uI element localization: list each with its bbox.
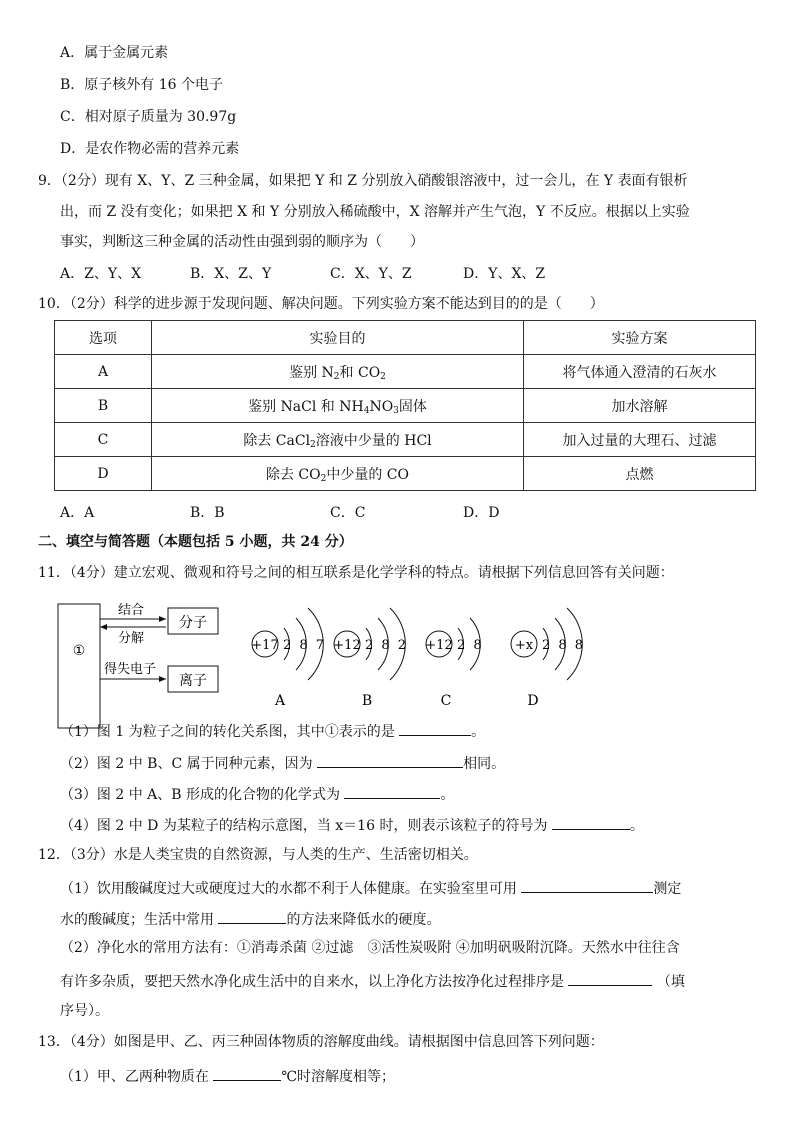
table-header-cell: 实验方案 xyxy=(524,321,756,355)
answer-blank[interactable] xyxy=(568,969,652,986)
q12-sub2-line2: 有许多杂质，要把天然水净化成生活中的自来水，以上净化方法按净化过程排序是 （填 xyxy=(60,969,685,992)
electron-arrowhead xyxy=(159,676,166,682)
table-cell-goal: 鉴别 $N_2$和 $CO_2$ xyxy=(152,355,524,389)
table-cell-option: C xyxy=(55,423,152,457)
experiment-table xyxy=(54,320,756,491)
atom-label: B xyxy=(361,693,373,708)
decompose-arrowhead xyxy=(100,624,107,630)
electron-label: 得失电子 xyxy=(103,662,157,677)
table-row xyxy=(55,355,756,389)
ion-box-label: 离子 xyxy=(179,673,207,689)
answer-blank[interactable] xyxy=(317,751,463,768)
table-header-row xyxy=(55,321,756,355)
atom-label: C xyxy=(440,693,452,708)
q8-option-a: A．属于金属元素 xyxy=(60,45,169,61)
q9-stem-line3: 事实，判断这三种金属的活动性由强到弱的顺序为（ ） xyxy=(60,234,424,250)
q9-stem-line1: 9．（2分）现有 X、Y、Z 三种金属，如果把 Y 和 Z 分别放入硝酸银溶液中，过一会儿，在 Y 表面有银析 xyxy=(38,173,688,189)
nucleus-charge: +12 xyxy=(425,638,453,653)
q12-sub2-line1: （2）净化水的常用方法有：①消毒杀菌 ②过滤 ③活性炭吸附 ④加明矾吸附沉降。天然水中往往含 xyxy=(60,940,680,956)
table-row xyxy=(55,457,756,491)
table-cell-plan: 点燃 xyxy=(524,457,756,491)
q10-option-b: B．B xyxy=(190,505,225,521)
table-cell-plan: 加水溶解 xyxy=(524,389,756,423)
q9-option-b: B．X、Z、Y xyxy=(190,266,272,282)
q11-sub2: （2）图 2 中 B、C 属于同种元素，因为 相同。 xyxy=(60,751,505,774)
table-cell-option: D xyxy=(55,457,152,491)
electron-shells: 2 8 xyxy=(457,638,484,653)
particle-conversion-diagram xyxy=(54,596,234,736)
atom-label: D xyxy=(527,693,539,708)
q10-option-a: A．A xyxy=(60,505,95,521)
q12-sub1-line1: （1）饮用酸碱度过大或硬度过大的水都不利于人体健康。在实验室里可用 测定 xyxy=(60,876,681,899)
table-cell-goal: 除去 CaCl$_2$溶液中少量的 HCl xyxy=(152,423,524,457)
atom-b xyxy=(333,608,408,708)
table-cell-option: A xyxy=(55,355,152,389)
answer-blank[interactable] xyxy=(552,813,630,830)
q10-option-c: C．C xyxy=(330,505,366,521)
q12-sub2-line3: 序号）。 xyxy=(60,1003,109,1019)
q13-stem: 13．（4分）如图是甲、乙、丙三种固体物质的溶解度曲线。请根据图中信息回答下列问题： xyxy=(38,1034,604,1050)
q13-sub1: （1）甲、乙两种物质在 ℃时溶解度相等； xyxy=(60,1064,395,1087)
table-cell-plan: 加入过量的大理石、过滤 xyxy=(524,423,756,457)
atom-structure-diagrams xyxy=(240,594,590,708)
center-box-label: ① xyxy=(72,643,86,659)
q9-option-d: D．Y、X、Z xyxy=(463,266,546,282)
table-header-cell: 选项 xyxy=(55,321,152,355)
q8-option-b: B．原子核外有 16 个电子 xyxy=(60,77,224,93)
table-cell-plan: 将气体通入澄清的石灰水 xyxy=(524,355,756,389)
answer-blank[interactable] xyxy=(399,719,471,736)
table-cell-option: B xyxy=(55,389,152,423)
q10-stem: 10．（2分）科学的进步源于发现问题、解决问题。下列实验方案不能达到目的的是（ ） xyxy=(38,296,604,312)
answer-blank[interactable] xyxy=(218,907,286,924)
electron-shells: 2 8 7 xyxy=(283,638,327,653)
decompose-label: 分解 xyxy=(117,631,145,646)
q11-sub1: （1）图 1 为粒子之间的转化关系图，其中①表示的是 。 xyxy=(60,719,485,742)
q9-stem-line2: 出，而 Z 没有变化；如果把 X 和 Y 分别放入稀硫酸中，X 溶解并产生气泡，Y 不反应。根据以上实验 xyxy=(60,204,690,220)
nucleus-charge: +x xyxy=(514,638,534,653)
q8-option-c: C．相对原子质量为 30.97g xyxy=(60,109,237,125)
atom-label: A xyxy=(274,693,286,708)
table-row xyxy=(55,423,756,457)
q12-sub1-line2: 水的酸碱度；生活中常用 的方法来降低水的硬度。 xyxy=(60,907,440,930)
q11-stem: 11．（4分）建立宏观、微观和符号之间的相互联系是化学学科的特点。请根据下列信息回答有关问题： xyxy=(38,565,674,581)
q9-option-a: A．Z、Y、X xyxy=(60,266,142,282)
q12-stem: 12．（3分）水是人类宝贵的自然资源，与人类的生产、生活密切相关。 xyxy=(38,847,478,863)
answer-blank[interactable] xyxy=(344,782,440,799)
center-box xyxy=(58,604,100,728)
answer-blank[interactable] xyxy=(521,876,653,893)
table-row xyxy=(55,389,756,423)
combine-label: 结合 xyxy=(117,603,145,618)
q11-sub3: （3）图 2 中 A、B 形成的化合物的化学式为 。 xyxy=(60,782,454,805)
atom-a xyxy=(251,608,326,708)
nucleus-charge: +12 xyxy=(333,638,361,653)
table-header-cell: 实验目的 xyxy=(152,321,524,355)
table-cell-goal: 除去 $CO_2$中少量的 CO xyxy=(152,457,524,491)
q11-sub4: （4）图 2 中 D 为某粒子的结构示意图，当 x＝16 时，则表示该粒子的符号为 。 xyxy=(60,813,644,836)
nucleus-charge: +17 xyxy=(251,638,279,653)
molecule-box-label: 分子 xyxy=(179,615,207,631)
electron-shells: 2 8 2 xyxy=(365,638,409,653)
section-title: 二、填空与简答题（本题包括 5 小题，共 24 分） xyxy=(38,534,353,550)
q8-option-d: D．是农作物必需的营养元素 xyxy=(60,141,240,157)
q9-option-c: C．X、Y、Z xyxy=(330,266,412,282)
combine-arrowhead xyxy=(159,616,166,622)
atom-d xyxy=(511,608,585,708)
q10-option-d: D．D xyxy=(463,505,500,521)
table-cell-goal: 鉴别 NaCl 和 $NH_4NO_3$固体 xyxy=(152,389,524,423)
electron-shells: 2 8 8 xyxy=(542,638,586,653)
atom-c xyxy=(425,618,483,708)
answer-blank[interactable] xyxy=(213,1064,281,1081)
